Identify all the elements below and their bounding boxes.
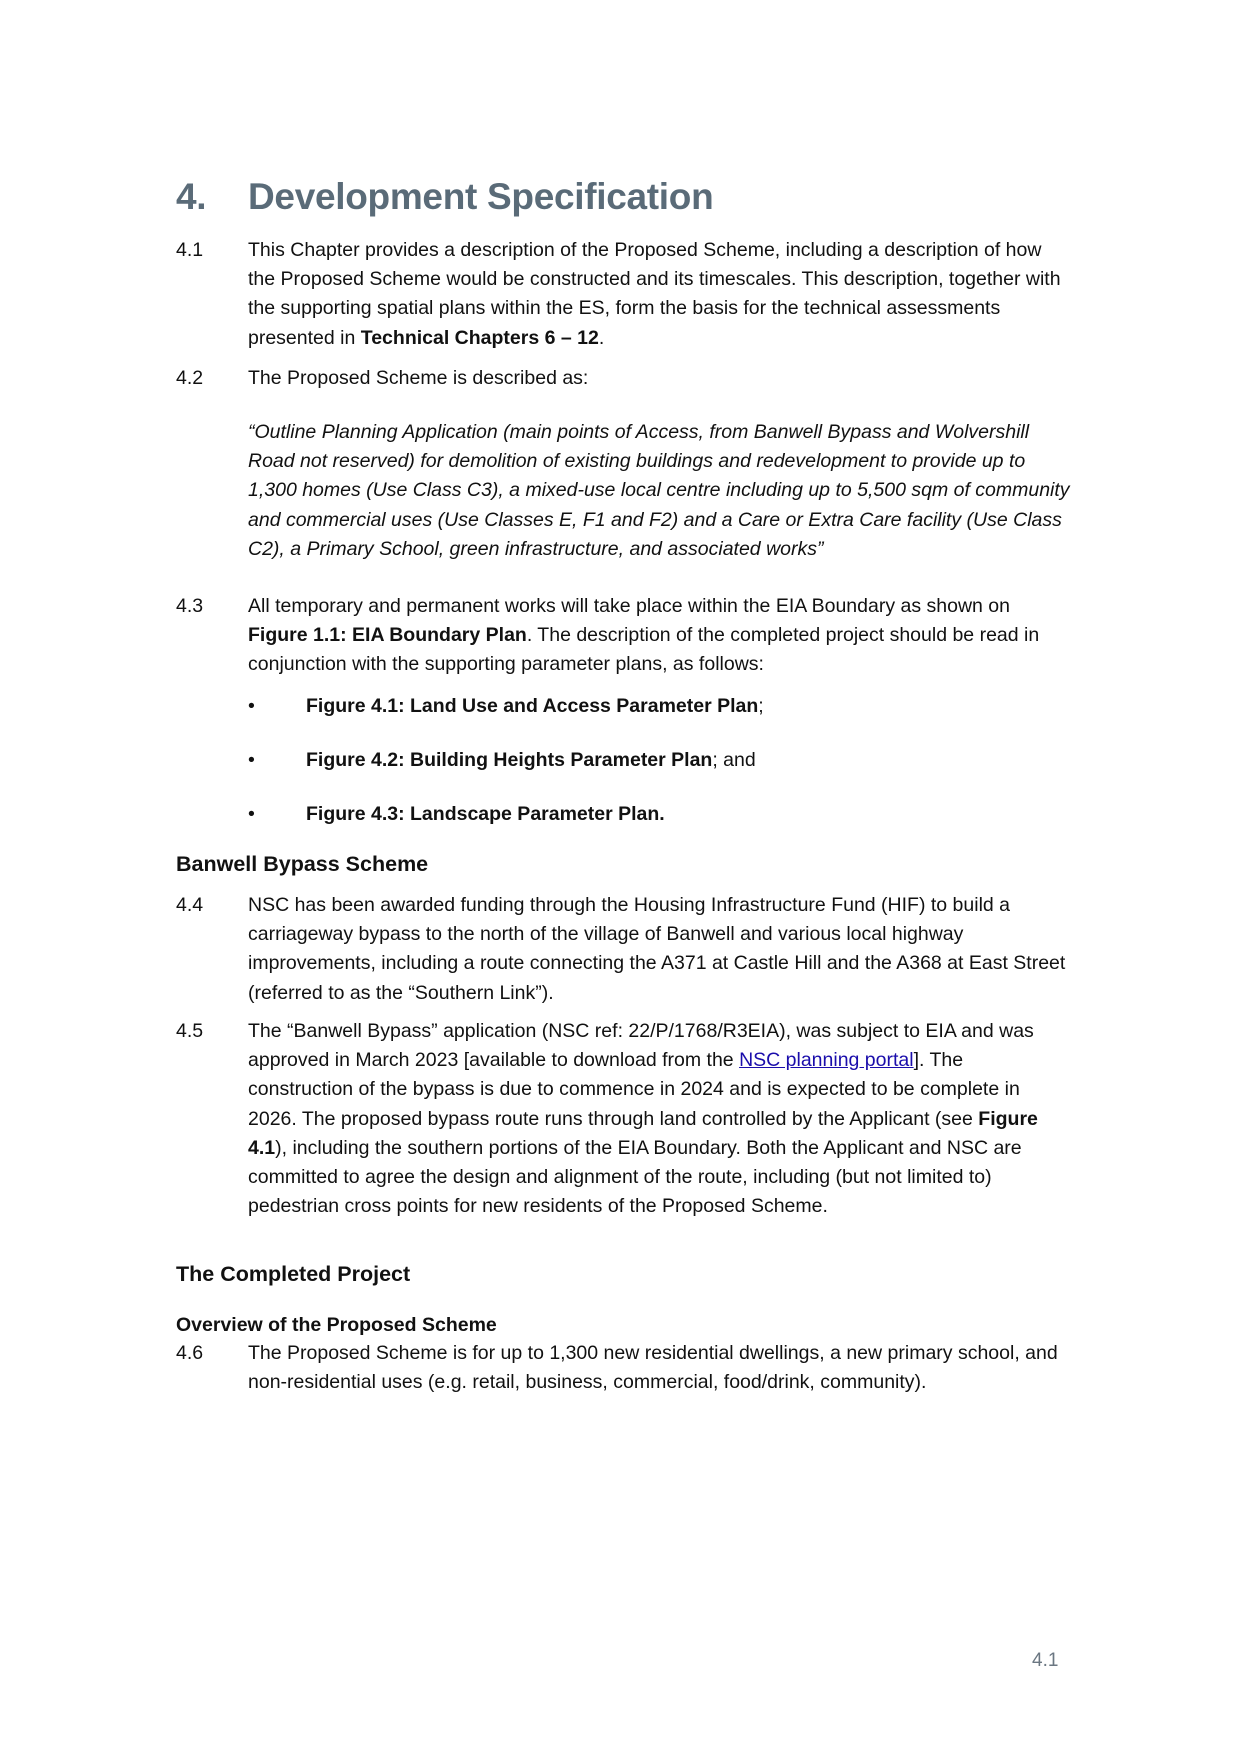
text-run: The “Banwell Bypass” application (NSC ref: 22/P/1768/R3EIA), was subject to EIA and was approved in March 2023 [available to download from the: [248, 1020, 1034, 1072]
paragraph-text: NSC has been awarded funding through the Housing Infrastructure Fund (HIF) to build a carriageway bypass to the north of the village of Banwell and various local highway improvements, including a route connecting the A371 at Castle Hill and the A368 at East Street (referred to as the “Southern Link”).: [248, 894, 1066, 1004]
bullet-item: [248, 692, 764, 721]
paragraph-number: 4.6: [176, 1342, 204, 1364]
bold-reference: Technical Chapters 6 – 12: [360, 326, 599, 349]
paragraph-text: [248, 236, 1066, 353]
text-run: ), including the southern portions of the EIA Boundary. Both the Applicant and NSC are committed to agree the design and alignment of the route, including (but not limited to) pedestrian cross points for new residents of the Proposed Scheme.: [248, 1136, 1022, 1218]
paragraph-4-6: [176, 1339, 1066, 1397]
text-run: ; and: [712, 749, 756, 771]
paragraph-text: The Proposed Scheme is for up to 1,300 new residential dwellings, a new primary school, and non-residential uses (e.g. retail, business, commercial, food/drink, community).: [248, 1342, 1058, 1394]
bullet-icon: •: [248, 749, 255, 771]
bullet-item: [248, 746, 756, 775]
paragraph-text: [248, 592, 1066, 680]
text-run: All temporary and permanent works will take place within the EIA Boundary as shown on: [248, 595, 1010, 617]
paragraph-number: 4.1: [176, 239, 204, 261]
paragraph-4-2: [176, 364, 1066, 393]
section-heading-completed-project: The Completed Project: [176, 1262, 411, 1286]
paragraph-number: 4.3: [176, 595, 204, 617]
paragraph-4-5: [176, 1017, 1066, 1221]
paragraph-text: [248, 1017, 1066, 1221]
chapter-title: Development Specification: [248, 176, 714, 217]
figure-reference: Figure 4.1: Land Use and Access Parameter Plan: [306, 695, 759, 717]
figure-reference: Figure 4.2: Building Heights Parameter Plan: [306, 749, 713, 771]
paragraph-number: 4.2: [176, 367, 204, 389]
section-heading-banwell-bypass: Banwell Bypass Scheme: [176, 852, 429, 876]
paragraph-4-4: [176, 891, 1066, 1008]
bold-reference: Figure 4.1: [248, 1107, 1038, 1159]
chapter-number: 4.: [176, 176, 207, 217]
paragraph-text: The Proposed Scheme is described as:: [248, 367, 589, 389]
chapter-heading: [176, 176, 713, 218]
text-run: .: [598, 326, 605, 349]
text-run: This Chapter provides a description of the Proposed Scheme, including a description of how the Proposed Scheme would be constructed and its timescales. This description, together with the supporting spatial plans within the ES, form the basis for the technical assessments presented in: [248, 239, 1061, 349]
page-number: 4.1: [1032, 1650, 1059, 1671]
nsc-planning-portal-link[interactable]: NSC planning portal: [739, 1049, 914, 1072]
text-run: ]. The construction of the bypass is due to commence in 2024 and is expected to be complete in 2026. The proposed bypass route runs through land controlled by the Applicant (see: [248, 1049, 1020, 1130]
scheme-description-quote: “Outline Planning Application (main points of Access, from Banwell Bypass and Wolvershill Road not reserved) for demolition of existing buildings and redevelopment to provide up to 1,300 homes (Use Class C3), a mixed-use local centre including up to 5,500 sqm of community and commercial uses (Use Classes E, F1 and F2) and a Care or Extra Care facility (Use Class C2), a Primary School, green infrastructure, and associated works”: [248, 421, 1070, 560]
figure-reference: Figure 4.3: Landscape Parameter Plan.: [306, 803, 665, 825]
text-run: ;: [758, 695, 764, 717]
bullet-icon: •: [248, 695, 255, 717]
paragraph-4-3: [176, 592, 1066, 680]
bold-reference: Figure 1.1: EIA Boundary Plan: [248, 624, 527, 647]
bullet-item: [248, 800, 665, 829]
bullet-icon: •: [248, 803, 255, 825]
subheading-overview: Overview of the Proposed Scheme: [176, 1314, 497, 1336]
paragraph-4-1: [176, 236, 1066, 353]
paragraph-number: 4.5: [176, 1020, 204, 1042]
text-run: . The description of the completed project should be read in conjunction with the supporting parameter plans, as follows:: [248, 624, 1040, 676]
paragraph-number: 4.4: [176, 894, 204, 916]
